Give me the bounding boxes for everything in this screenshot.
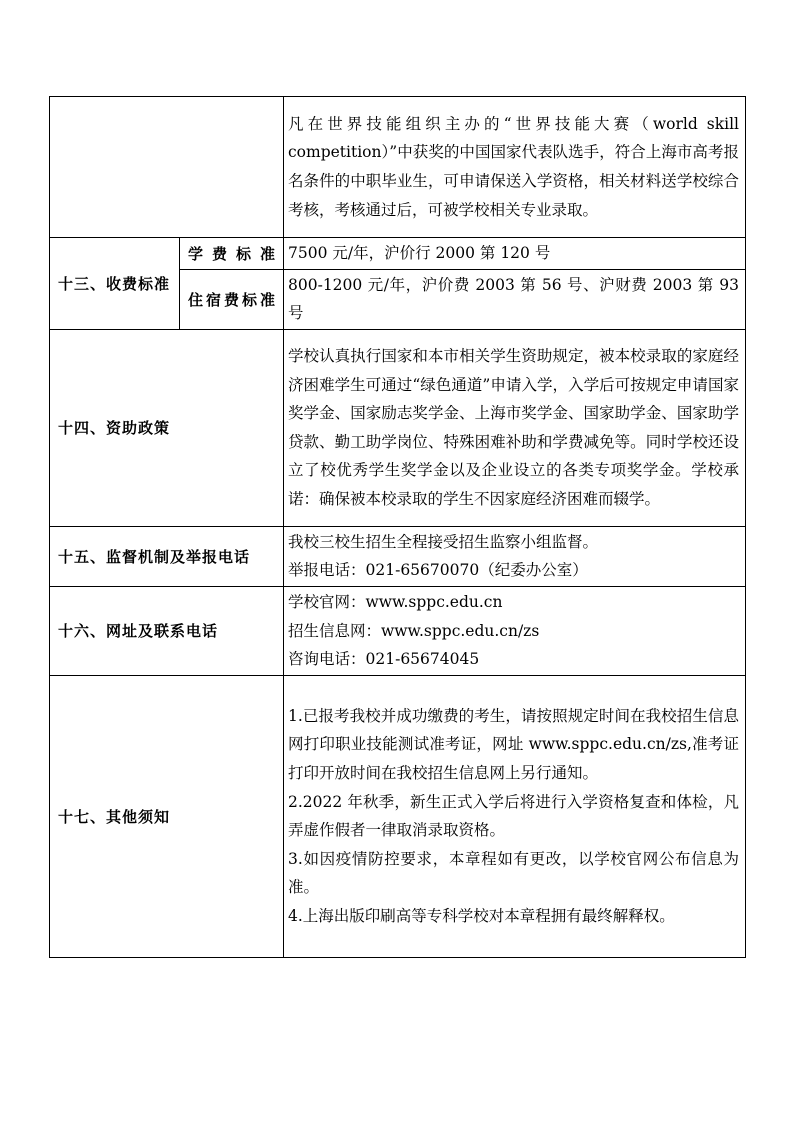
- row-other-notes: [50, 675, 746, 957]
- admission-site-line: 招生信息网：www.sppc.edu.cn/zs: [288, 621, 540, 640]
- supervision-label: 十五、监督机制及举报电话: [50, 526, 284, 586]
- note-item: 1.已报考我校并成功缴费的考生，请按照规定时间在我校招生信息网打印职业技能测试准考证，网址 www.sppc.edu.cn/zs,准考证打印开放时间在我校招生信息网上另行通知。: [288, 706, 739, 783]
- fee-standard-label: 十三、收费标准: [50, 238, 180, 330]
- website-contact-label: 十六、网址及联系电话: [50, 586, 284, 675]
- dorm-fee-value: 800-1200 元/年，沪价费 2003 第 56 号、沪财费 2003 第 93 号: [284, 269, 746, 329]
- other-notes-label: 十七、其他须知: [50, 675, 284, 957]
- note-item: 4.上海出版印刷高等专科学校对本章程拥有最终解释权。: [288, 907, 675, 926]
- admission-charter-table: [49, 96, 746, 958]
- supervision-content: [284, 526, 746, 586]
- tuition-value: 7500 元/年，沪价行 2000 第 120 号: [284, 238, 746, 270]
- report-phone-line: 举报电话：021-65670070（纪委办公室）: [288, 561, 588, 580]
- row-website-contact: [50, 586, 746, 675]
- official-site-line: 学校官网：www.sppc.edu.cn: [288, 592, 503, 611]
- website-contact-content: [284, 586, 746, 675]
- dorm-fee-label: 住宿费标准: [180, 269, 284, 329]
- tuition-label: 学费标准: [180, 238, 284, 270]
- empty-label-cell: [50, 97, 284, 238]
- financial-aid-label: 十四、资助政策: [50, 329, 284, 526]
- other-notes-content: [284, 675, 746, 957]
- financial-aid-content: 学校认真执行国家和本市相关学生资助规定，被本校录取的家庭经济困难学生可通过“绿色通道”申请入学，入学后可按规定申请国家奖学金、国家励志奖学金、上海市奖学金、国家助学金、国家助学贷款、勤工助学岗位、特殊困难补助和学费减免等。同时学校还设立了校优秀学生奖学金以及企业设立的各类专项奖学金。学校承诺：确保被本校录取的学生不因家庭经济困难而辍学。: [284, 329, 746, 526]
- world-skill-content: 凡在世界技能组织主办的“世界技能大赛（world skill competition）”中获奖的中国国家代表队选手，符合上海市高考报名条件的中职毕业生，可申请保送入学资格，相关材料送学校综合考核，考核通过后，可被学校相关专业录取。: [284, 97, 746, 238]
- row-fee-tuition: [50, 238, 746, 270]
- note-item: 3.如因疫情防控要求，本章程如有更改，以学校官网公布信息为准。: [288, 849, 739, 897]
- consult-phone-line: 咨询电话：021-65674045: [288, 650, 480, 669]
- row-supervision: [50, 526, 746, 586]
- row-world-skill: [50, 97, 746, 238]
- supervision-line: 我校三校生招生全程接受招生监察小组监督。: [288, 532, 599, 551]
- note-item: 2.2022 年秋季，新生正式入学后将进行入学资格复查和体检，凡弄虚作假者一律取消录取资格。: [288, 792, 739, 840]
- row-financial-aid: [50, 329, 746, 526]
